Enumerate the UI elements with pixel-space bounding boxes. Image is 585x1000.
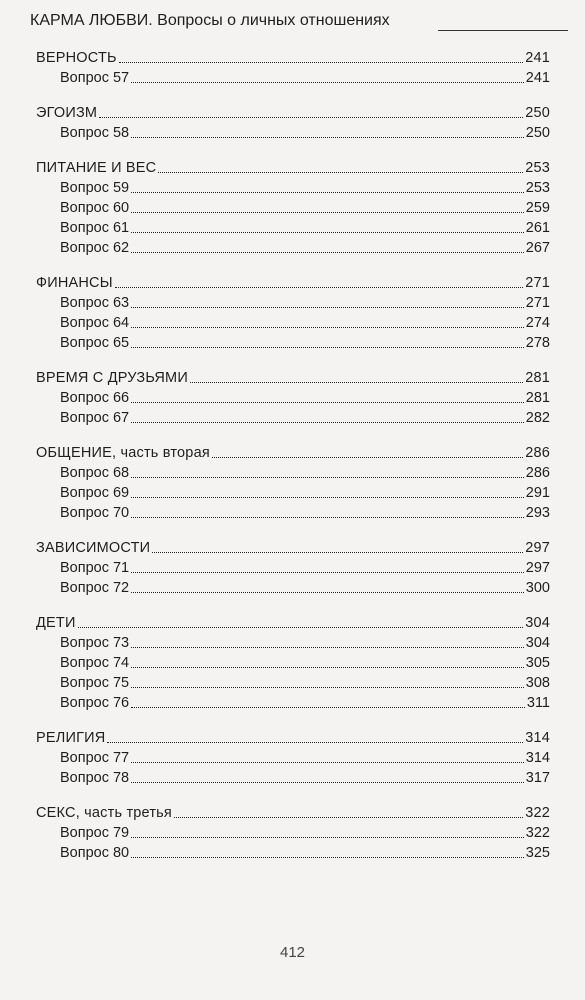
dot-leader: [131, 252, 524, 253]
toc-question-entry[interactable]: [36, 483, 550, 503]
dot-leader: [131, 327, 524, 328]
toc-page-number: 271: [525, 275, 550, 291]
dot-leader: [99, 117, 523, 118]
toc-chapter-entry[interactable]: [36, 48, 550, 68]
table-of-contents: [36, 48, 550, 878]
toc-page-number: 253: [525, 160, 550, 176]
running-head: [30, 10, 550, 32]
toc-section: [36, 613, 550, 713]
toc-entry-label: Вопрос 59: [60, 180, 130, 196]
toc-chapter-entry[interactable]: [36, 613, 550, 633]
dot-leader: [131, 232, 524, 233]
toc-entry-label: Вопрос 67: [60, 410, 130, 426]
toc-chapter-entry[interactable]: [36, 158, 550, 178]
toc-question-entry[interactable]: [36, 313, 550, 333]
dot-leader: [115, 287, 523, 288]
dot-leader: [131, 707, 525, 708]
toc-question-entry[interactable]: [36, 333, 550, 353]
dot-leader: [212, 457, 523, 458]
dot-leader: [131, 82, 524, 83]
dot-leader: [131, 477, 524, 478]
dot-leader: [131, 347, 524, 348]
toc-entry-label: ДЕТИ: [36, 615, 76, 631]
toc-question-entry[interactable]: [36, 503, 550, 523]
dot-leader: [152, 552, 523, 553]
toc-chapter-entry[interactable]: [36, 538, 550, 558]
toc-entry-label: Вопрос 64: [60, 315, 130, 331]
toc-question-entry[interactable]: [36, 633, 550, 653]
toc-page-number: 259: [525, 200, 550, 216]
dot-leader: [158, 172, 523, 173]
toc-page-number: 274: [525, 315, 550, 331]
dot-leader: [131, 647, 524, 648]
toc-page-number: 250: [525, 105, 550, 121]
toc-question-entry[interactable]: [36, 463, 550, 483]
dot-leader: [131, 307, 524, 308]
toc-question-entry[interactable]: [36, 408, 550, 428]
toc-question-entry[interactable]: [36, 748, 550, 768]
toc-question-entry[interactable]: [36, 653, 550, 673]
toc-page-number: 261: [525, 220, 550, 236]
toc-question-entry[interactable]: [36, 768, 550, 788]
toc-question-entry[interactable]: [36, 693, 550, 713]
toc-question-entry[interactable]: [36, 123, 550, 143]
toc-page-number: 322: [525, 805, 550, 821]
toc-question-entry[interactable]: [36, 198, 550, 218]
toc-entry-label: Вопрос 63: [60, 295, 130, 311]
toc-page-number: 300: [525, 580, 550, 596]
toc-page-number: 281: [525, 390, 550, 406]
toc-chapter-entry[interactable]: [36, 443, 550, 463]
dot-leader: [131, 497, 524, 498]
toc-page-number: 286: [525, 465, 550, 481]
toc-entry-label: ВРЕМЯ С ДРУЗЬЯМИ: [36, 370, 188, 386]
toc-entry-label: Вопрос 79: [60, 825, 130, 841]
dot-leader: [131, 667, 524, 668]
dot-leader: [131, 687, 524, 688]
toc-page-number: 281: [525, 370, 550, 386]
toc-question-entry[interactable]: [36, 293, 550, 313]
toc-entry-label: Вопрос 71: [60, 560, 130, 576]
toc-section: [36, 538, 550, 598]
dot-leader: [131, 137, 524, 138]
toc-question-entry[interactable]: [36, 843, 550, 863]
toc-entry-label: Вопрос 73: [60, 635, 130, 651]
toc-page-number: 282: [525, 410, 550, 426]
toc-question-entry[interactable]: [36, 673, 550, 693]
toc-question-entry[interactable]: [36, 218, 550, 238]
toc-entry-label: Вопрос 62: [60, 240, 130, 256]
toc-chapter-entry[interactable]: [36, 103, 550, 123]
toc-entry-label: Вопрос 70: [60, 505, 130, 521]
toc-page-number: 297: [525, 560, 550, 576]
toc-question-entry[interactable]: [36, 178, 550, 198]
dot-leader: [131, 782, 524, 783]
toc-entry-label: Вопрос 65: [60, 335, 130, 351]
dot-leader: [131, 837, 524, 838]
toc-chapter-entry[interactable]: [36, 368, 550, 388]
toc-entry-label: Вопрос 58: [60, 125, 130, 141]
toc-entry-label: Вопрос 57: [60, 70, 130, 86]
toc-section: [36, 803, 550, 863]
toc-page-number: 304: [525, 615, 550, 631]
toc-question-entry[interactable]: [36, 388, 550, 408]
toc-entry-label: ОБЩЕНИЕ, часть вторая: [36, 445, 210, 461]
running-head-rule: [438, 30, 568, 31]
toc-entry-label: Вопрос 78: [60, 770, 130, 786]
toc-entry-label: Вопрос 68: [60, 465, 130, 481]
toc-page-number: 322: [525, 825, 550, 841]
toc-question-entry[interactable]: [36, 558, 550, 578]
toc-entry-label: Вопрос 74: [60, 655, 130, 671]
toc-entry-label: Вопрос 61: [60, 220, 130, 236]
dot-leader: [131, 402, 524, 403]
toc-entry-label: Вопрос 75: [60, 675, 130, 691]
toc-page-number: 314: [525, 750, 550, 766]
toc-entry-label: ПИТАНИЕ И ВЕС: [36, 160, 157, 176]
toc-entry-label: Вопрос 77: [60, 750, 130, 766]
toc-question-entry[interactable]: [36, 238, 550, 258]
toc-section: [36, 48, 550, 88]
dot-leader: [190, 382, 523, 383]
toc-page-number: 271: [525, 295, 550, 311]
toc-page-number: 278: [525, 335, 550, 351]
toc-question-entry[interactable]: [36, 578, 550, 598]
toc-entry-label: Вопрос 80: [60, 845, 130, 861]
toc-entry-label: РЕЛИГИЯ: [36, 730, 106, 746]
toc-page-number: 308: [525, 675, 550, 691]
toc-question-entry[interactable]: [36, 68, 550, 88]
dot-leader: [131, 192, 524, 193]
toc-section: [36, 158, 550, 258]
toc-section: [36, 443, 550, 523]
toc-page-number: 325: [525, 845, 550, 861]
toc-page-number: 297: [525, 540, 550, 556]
toc-page-number: 286: [525, 445, 550, 461]
toc-page-number: 293: [525, 505, 550, 521]
toc-page-number: 253: [525, 180, 550, 196]
toc-page-number: 241: [525, 50, 550, 66]
toc-page-number: 317: [525, 770, 550, 786]
toc-page-number: 250: [525, 125, 550, 141]
dot-leader: [131, 422, 524, 423]
dot-leader: [78, 627, 524, 628]
toc-page-number: 241: [525, 70, 550, 86]
dot-leader: [131, 857, 524, 858]
toc-chapter-entry[interactable]: [36, 273, 550, 293]
toc-entry-label: СЕКС, часть третья: [36, 805, 172, 821]
running-head-text: КАРМА ЛЮБВИ. Вопросы о личных отношениях: [30, 12, 390, 29]
toc-page-number: 311: [526, 695, 550, 711]
dot-leader: [131, 212, 524, 213]
toc-entry-label: Вопрос 72: [60, 580, 130, 596]
dot-leader: [174, 817, 523, 818]
toc-entry-label: ВЕРНОСТЬ: [36, 50, 117, 66]
toc-page-number: 291: [525, 485, 550, 501]
toc-section: [36, 273, 550, 353]
dot-leader: [119, 62, 523, 63]
toc-entry-label: Вопрос 69: [60, 485, 130, 501]
dot-leader: [131, 592, 524, 593]
toc-entry-label: ЭГОИЗМ: [36, 105, 98, 121]
toc-entry-label: Вопрос 60: [60, 200, 130, 216]
dot-leader: [131, 762, 524, 763]
toc-page-number: 304: [525, 635, 550, 651]
toc-chapter-entry[interactable]: [36, 803, 550, 823]
toc-entry-label: ЗАВИСИМОСТИ: [36, 540, 151, 556]
toc-question-entry[interactable]: [36, 823, 550, 843]
toc-section: [36, 368, 550, 428]
toc-page-number: 314: [525, 730, 550, 746]
toc-entry-label: Вопрос 66: [60, 390, 130, 406]
toc-entry-label: ФИНАНСЫ: [36, 275, 113, 291]
toc-page-number: 305: [525, 655, 550, 671]
toc-entry-label: Вопрос 76: [60, 695, 130, 711]
toc-section: [36, 728, 550, 788]
dot-leader: [131, 517, 524, 518]
page-number: 412: [279, 944, 306, 961]
dot-leader: [131, 572, 524, 573]
dot-leader: [107, 742, 523, 743]
toc-section: [36, 103, 550, 143]
toc-page-number: 267: [525, 240, 550, 256]
toc-chapter-entry[interactable]: [36, 728, 550, 748]
